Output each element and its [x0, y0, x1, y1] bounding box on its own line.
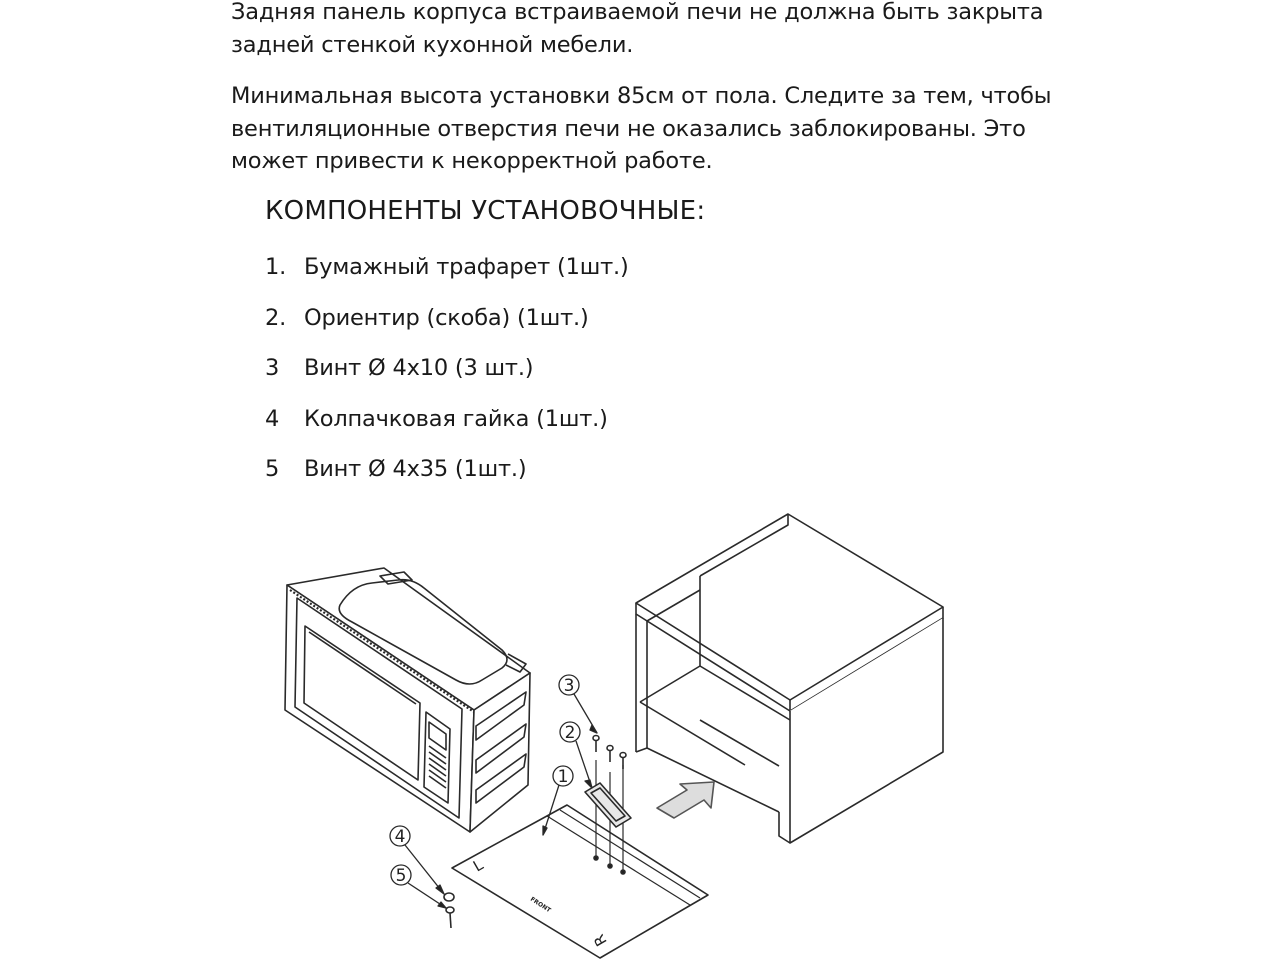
- callout-4-number: 4: [394, 827, 406, 847]
- item-text: Винт Ø 4x10 (3 шт.): [304, 355, 534, 381]
- paragraph-line: Задняя панель корпуса встраиваемой печи не должна быть закрыта: [231, 0, 1044, 25]
- item-number: 1.: [265, 254, 287, 280]
- screws-4x10: [593, 736, 626, 770]
- item-number: 4: [265, 406, 280, 432]
- item-text: Колпачковая гайка (1шт.): [304, 406, 608, 432]
- insert-direction-arrow: [657, 782, 714, 818]
- item-text: Бумажный трафарет (1шт.): [304, 254, 629, 280]
- paragraph-line: задней стенкой кухонной мебели.: [231, 31, 634, 58]
- item-number: 5: [265, 456, 280, 482]
- item-number: 3: [265, 355, 280, 381]
- template-label-right: R: [589, 931, 611, 950]
- paragraph-line: может привести к некорректной работе.: [231, 148, 713, 174]
- callout-2-number: 2: [564, 723, 576, 743]
- paragraph-line: вентиляционные отверстия печи не оказались заблокированы. Это: [231, 115, 1026, 142]
- item-text: Винт Ø 4x35 (1шт.): [304, 456, 527, 482]
- callout-3-number: 3: [563, 676, 575, 696]
- item-text: Ориентир (скоба) (1шт.): [304, 305, 589, 331]
- template-label-front: FRONT: [528, 895, 552, 915]
- paragraph-line: Минимальная высота установки 85см от пола. Следите за тем, чтобы: [231, 83, 1052, 109]
- template-label-left: L: [470, 855, 487, 876]
- components-heading: КОМПОНЕНТЫ УСТАНОВОЧНЫЕ:: [265, 196, 706, 226]
- callout-5-number: 5: [395, 866, 407, 886]
- cap-nut: [444, 893, 454, 901]
- item-number: 2.: [265, 305, 287, 331]
- callout-1-number: 1: [557, 767, 569, 787]
- microwave-oven: [285, 568, 530, 832]
- screw-4x35: [446, 907, 454, 928]
